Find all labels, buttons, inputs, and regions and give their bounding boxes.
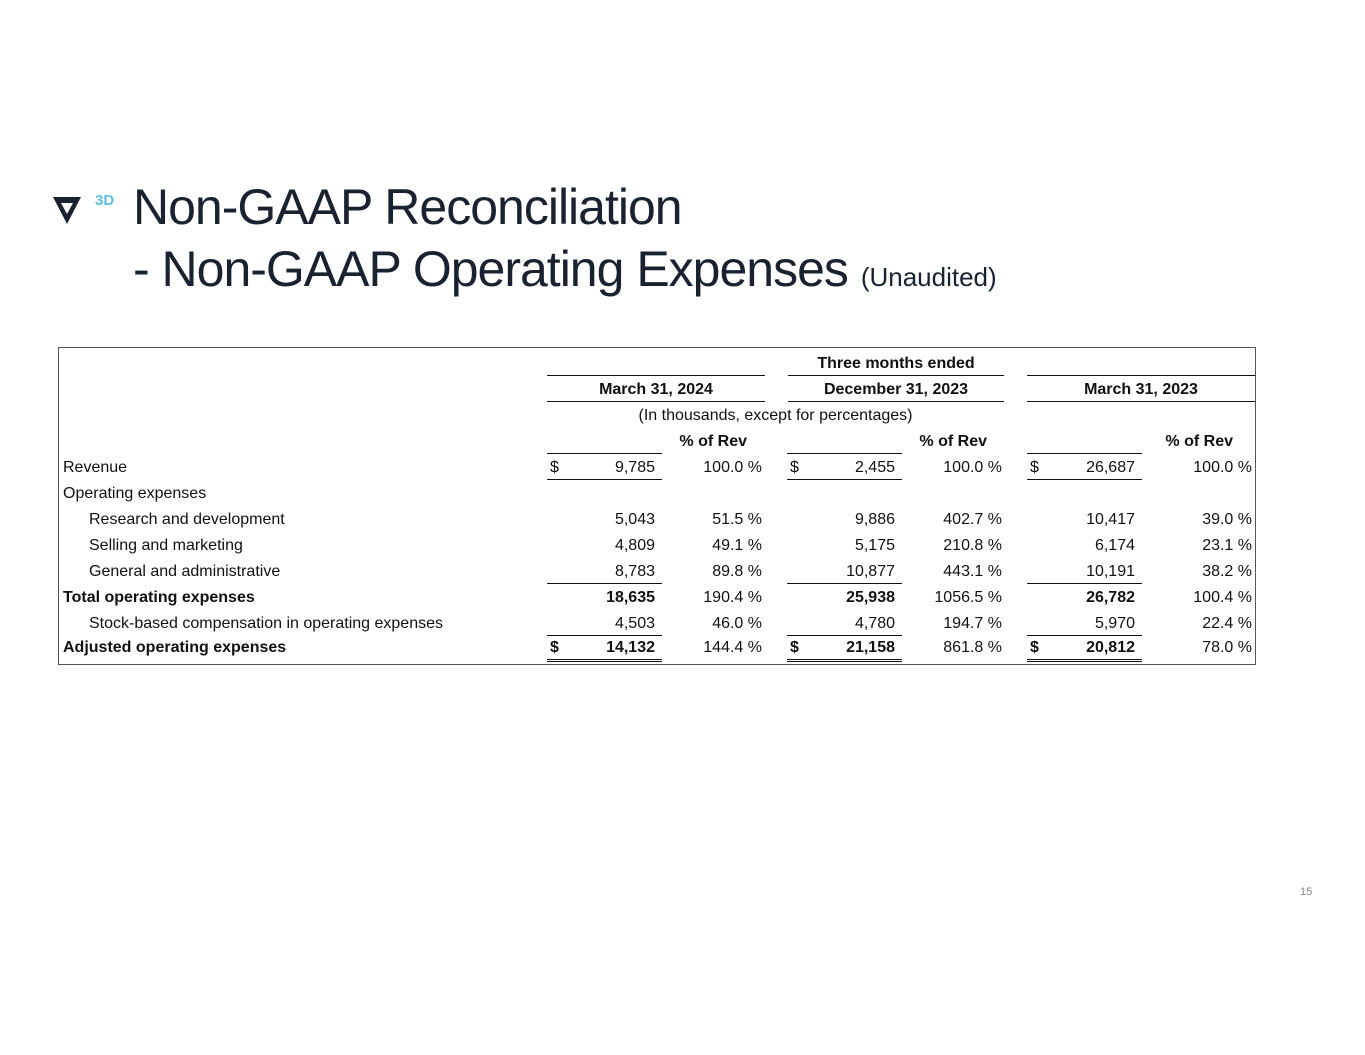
units-note: (In thousands, except for percentages) (638, 407, 913, 424)
amount-value: 5,175 (854, 537, 895, 554)
amount-cell (547, 533, 662, 557)
pct-cell: 78.0 % (1202, 639, 1252, 656)
pct-cell: 443.1 % (943, 563, 1002, 580)
pct-cell (1142, 481, 1252, 505)
amount-cell (1027, 585, 1142, 609)
amount-cell (1027, 635, 1142, 662)
pct-header-1: % of Rev (679, 433, 747, 450)
amount-value: 18,635 (606, 589, 655, 606)
amount-value: 20,812 (1086, 639, 1135, 656)
pct-header-2: % of Rev (919, 433, 987, 450)
amount-cell (1027, 559, 1142, 584)
period-col-3: March 31, 2023 (1084, 381, 1198, 398)
pct-cell: 402.7 % (943, 511, 1002, 528)
amount-value: 10,191 (1086, 563, 1135, 580)
table-row (59, 611, 1255, 637)
amount-value: 26,782 (1086, 589, 1135, 606)
table-row (59, 533, 1255, 559)
amount-value: 4,809 (614, 537, 655, 554)
unaudited-note: (Unaudited) (860, 262, 997, 292)
amount-value: 2,455 (854, 459, 895, 476)
pct-cell: 100.0 % (943, 459, 1002, 476)
row-label: Revenue (63, 459, 128, 476)
amount-value: 4,780 (854, 615, 895, 632)
currency-symbol: $ (550, 459, 559, 476)
pct-cell: 23.1 % (1202, 537, 1252, 554)
amount-cell (547, 585, 662, 609)
amount-value: 9,886 (854, 511, 895, 528)
amount-value: 26,687 (1086, 459, 1135, 476)
table-row (59, 559, 1255, 585)
pct-cell: 194.7 % (943, 615, 1002, 632)
logo-text: 3D (95, 192, 115, 209)
pct-cell: 144.4 % (703, 639, 762, 656)
table-row (59, 635, 1255, 661)
amount-cell (787, 585, 902, 609)
pct-cell: 38.2 % (1202, 563, 1252, 580)
period-header: Three months ended (817, 355, 975, 372)
page-number: 15 (1300, 886, 1313, 898)
subtitle-text: - Non-GAAP Operating Expenses (133, 241, 848, 297)
amount-cell (787, 635, 902, 662)
period-col-2: December 31, 2023 (823, 381, 969, 398)
period-col-1: March 31, 2024 (599, 381, 713, 398)
amount-cell (787, 533, 902, 557)
currency-symbol: $ (1030, 459, 1039, 476)
amount-value: 10,417 (1086, 511, 1135, 528)
amount-cell (787, 507, 902, 531)
row-label: Operating expenses (63, 485, 207, 502)
amount-value (1135, 485, 1142, 502)
row-label: Stock-based compensation in operating expenses (89, 615, 443, 632)
amount-cell (547, 635, 662, 662)
table-row (59, 585, 1255, 611)
amount-value (655, 485, 662, 502)
header-row-period (59, 351, 1255, 377)
pct-cell: 49.1 % (712, 537, 762, 554)
amount-value (895, 485, 902, 502)
amount-cell (787, 611, 902, 636)
amount-value: 4,503 (614, 615, 655, 632)
amount-cell (787, 455, 902, 480)
amount-cell (787, 481, 902, 505)
pct-cell (902, 481, 1002, 505)
amount-cell (1027, 507, 1142, 531)
currency-symbol: $ (550, 639, 559, 656)
amount-cell (547, 481, 662, 505)
amount-value: 10,877 (846, 563, 895, 580)
pct-cell (662, 481, 762, 505)
pct-cell: 210.8 % (943, 537, 1002, 554)
pct-cell: 100.0 % (1193, 459, 1252, 476)
pct-cell: 1056.5 % (934, 589, 1002, 606)
currency-symbol: $ (1030, 639, 1039, 656)
table-row (59, 481, 1255, 507)
amount-value: 6,174 (1094, 537, 1135, 554)
pct-cell: 89.8 % (712, 563, 762, 580)
amount-cell (1027, 611, 1142, 636)
row-label: Research and development (89, 511, 285, 528)
reconciliation-table (58, 347, 1256, 665)
pct-cell: 51.5 % (712, 511, 762, 528)
header-row-units (59, 403, 1255, 429)
amount-cell (787, 559, 902, 584)
pct-cell: 46.0 % (712, 615, 762, 632)
amount-cell (547, 507, 662, 531)
pct-cell: 861.8 % (943, 639, 1002, 656)
amount-value: 8,783 (614, 563, 655, 580)
amount-cell (547, 559, 662, 584)
amount-cell (1027, 533, 1142, 557)
amount-value: 5,970 (1094, 615, 1135, 632)
row-label: Total operating expenses (63, 589, 255, 606)
row-label: General and administrative (89, 563, 281, 580)
table-row (59, 507, 1255, 533)
pct-cell: 100.4 % (1193, 589, 1252, 606)
pct-cell: 39.0 % (1202, 511, 1252, 528)
header-row-pct (59, 429, 1255, 455)
amount-value: 9,785 (614, 459, 655, 476)
currency-symbol: $ (790, 639, 799, 656)
page-title: Non-GAAP Reconciliation (133, 179, 682, 235)
row-label: Adjusted operating expenses (63, 639, 287, 656)
logo-triangle-icon (52, 195, 82, 225)
amount-cell (547, 611, 662, 636)
amount-value: 21,158 (846, 639, 895, 656)
header-row-dates (59, 377, 1255, 403)
amount-value: 25,938 (846, 589, 895, 606)
amount-value: 14,132 (606, 639, 655, 656)
amount-cell (547, 455, 662, 480)
amount-value: 5,043 (614, 511, 655, 528)
row-label: Selling and marketing (89, 537, 243, 554)
pct-header-3: % of Rev (1165, 433, 1233, 450)
page-subtitle (133, 240, 997, 298)
pct-cell: 100.0 % (703, 459, 762, 476)
amount-cell (1027, 455, 1142, 480)
amount-cell (1027, 481, 1142, 505)
currency-symbol: $ (790, 459, 799, 476)
pct-cell: 22.4 % (1202, 615, 1252, 632)
pct-cell: 190.4 % (703, 589, 762, 606)
table-row (59, 455, 1255, 481)
